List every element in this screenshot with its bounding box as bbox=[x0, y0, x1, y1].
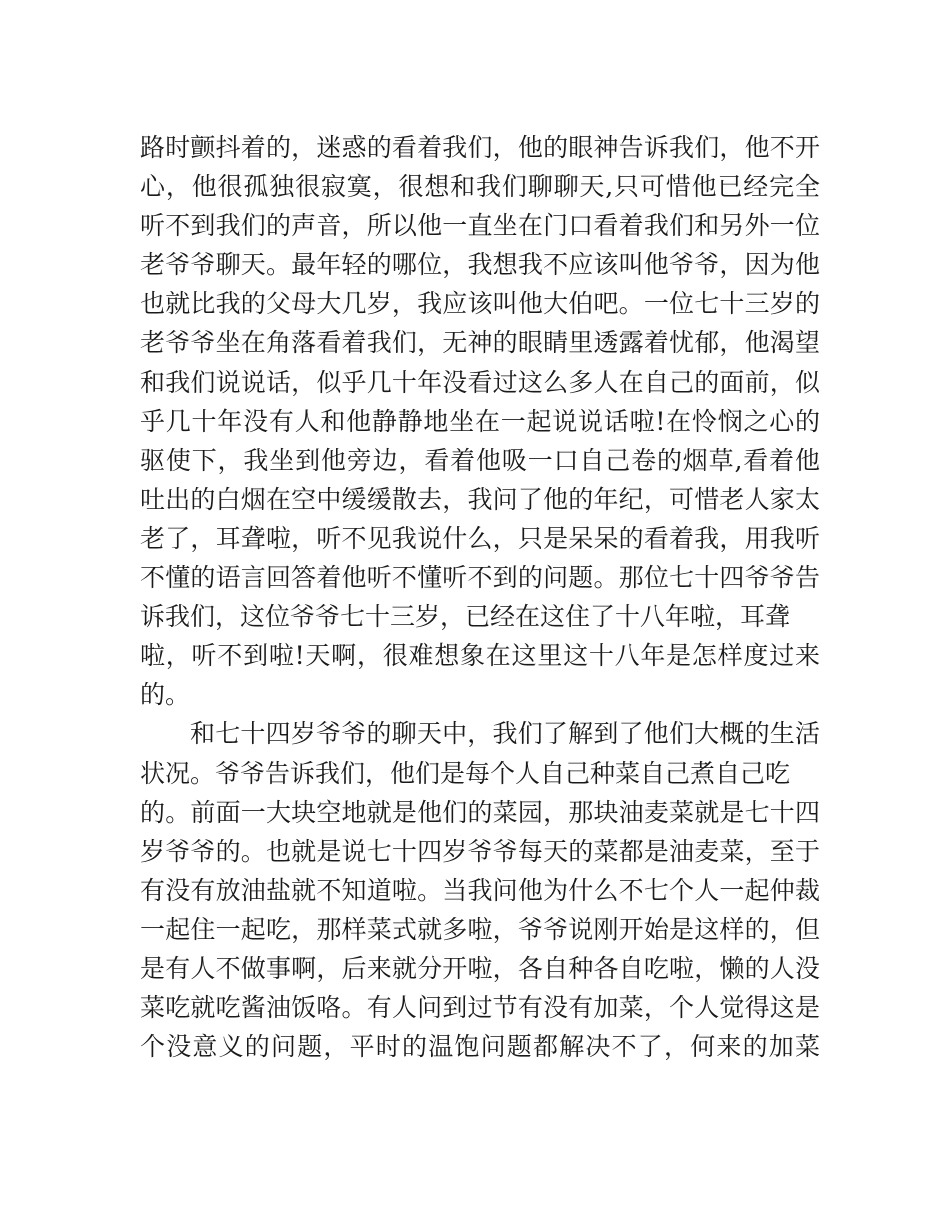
text-line: 听不到我们的声音，所以他一直坐在门口看着我们和另外一位 bbox=[140, 211, 820, 241]
paragraph-1 bbox=[140, 128, 820, 714]
text-line: 不懂的语言回答着他听不懂听不到的问题。那位七十四爷爷告 bbox=[140, 563, 820, 593]
text-line: 岁爷爷的。也就是说七十四岁爷爷每天的菜都是油麦菜，至于 bbox=[140, 836, 820, 866]
text-line: 老了，耳聋啦，听不见我说什么，只是呆呆的看着我，用我听 bbox=[140, 523, 820, 553]
text-line: 一起住一起吃，那样菜式就多啦，爷爷说刚开始是这样的，但 bbox=[140, 914, 820, 944]
text-line: 路时颤抖着的，迷惑的看着我们，他的眼神告诉我们，他不开 bbox=[140, 133, 820, 162]
text-line: 驱使下，我坐到他旁边，看着他吸一口自己卷的烟草,看着他 bbox=[140, 445, 820, 475]
text-line: 的。前面一大块空地就是他们的菜园，那块油麦菜就是七十四 bbox=[140, 797, 820, 827]
text-line: 心，他很孤独很寂寞，很想和我们聊聊天,只可惜他已经完全 bbox=[140, 172, 820, 202]
text-line: 老爷爷聊天。最年轻的哪位，我想我不应该叫他爷爷，因为他 bbox=[140, 250, 820, 280]
text-line: 和七十四岁爷爷的聊天中，我们了解到了他们大概的生活 bbox=[190, 719, 820, 749]
text-line: 也就比我的父母大几岁，我应该叫他大伯吧。一位七十三岁的 bbox=[140, 289, 820, 319]
text-line: 吐出的白烟在空中缓缓散去，我问了他的年纪，可惜老人家太 bbox=[140, 484, 820, 514]
text-line: 老爷爷坐在角落看着我们，无神的眼睛里透露着忧郁，他渴望 bbox=[140, 328, 820, 358]
text-line: 有没有放油盐就不知道啦。当我问他为什么不七个人一起仲裁 bbox=[140, 875, 820, 905]
text-line: 的。 bbox=[140, 680, 191, 710]
text-line: 乎几十年没有人和他静静地坐在一起说说话啦!在怜悯之心的 bbox=[140, 406, 820, 436]
body-text bbox=[140, 128, 820, 1066]
paragraph-2 bbox=[140, 714, 820, 1066]
text-line: 和我们说说话，似乎几十年没看过这么多人在自己的面前，似 bbox=[140, 367, 820, 397]
text-line: 啦，听不到啦!天啊，很难想象在这里这十八年是怎样度过来 bbox=[140, 641, 820, 671]
text-line: 状况。爷爷告诉我们，他们是每个人自己种菜自己煮自己吃 bbox=[140, 758, 791, 788]
text-line: 菜吃就吃酱油饭咯。有人问到过节有没有加菜，个人觉得这是 bbox=[140, 993, 820, 1023]
text-line: 诉我们，这位爷爷七十三岁，已经在这住了十八年啦，耳聋 bbox=[140, 602, 791, 632]
text-line: 个没意义的问题，平时的温饱问题都解决不了，何来的加菜 bbox=[140, 1032, 820, 1062]
text-line: 是有人不做事啊，后来就分开啦，各自种各自吃啦，懒的人没 bbox=[140, 953, 820, 983]
